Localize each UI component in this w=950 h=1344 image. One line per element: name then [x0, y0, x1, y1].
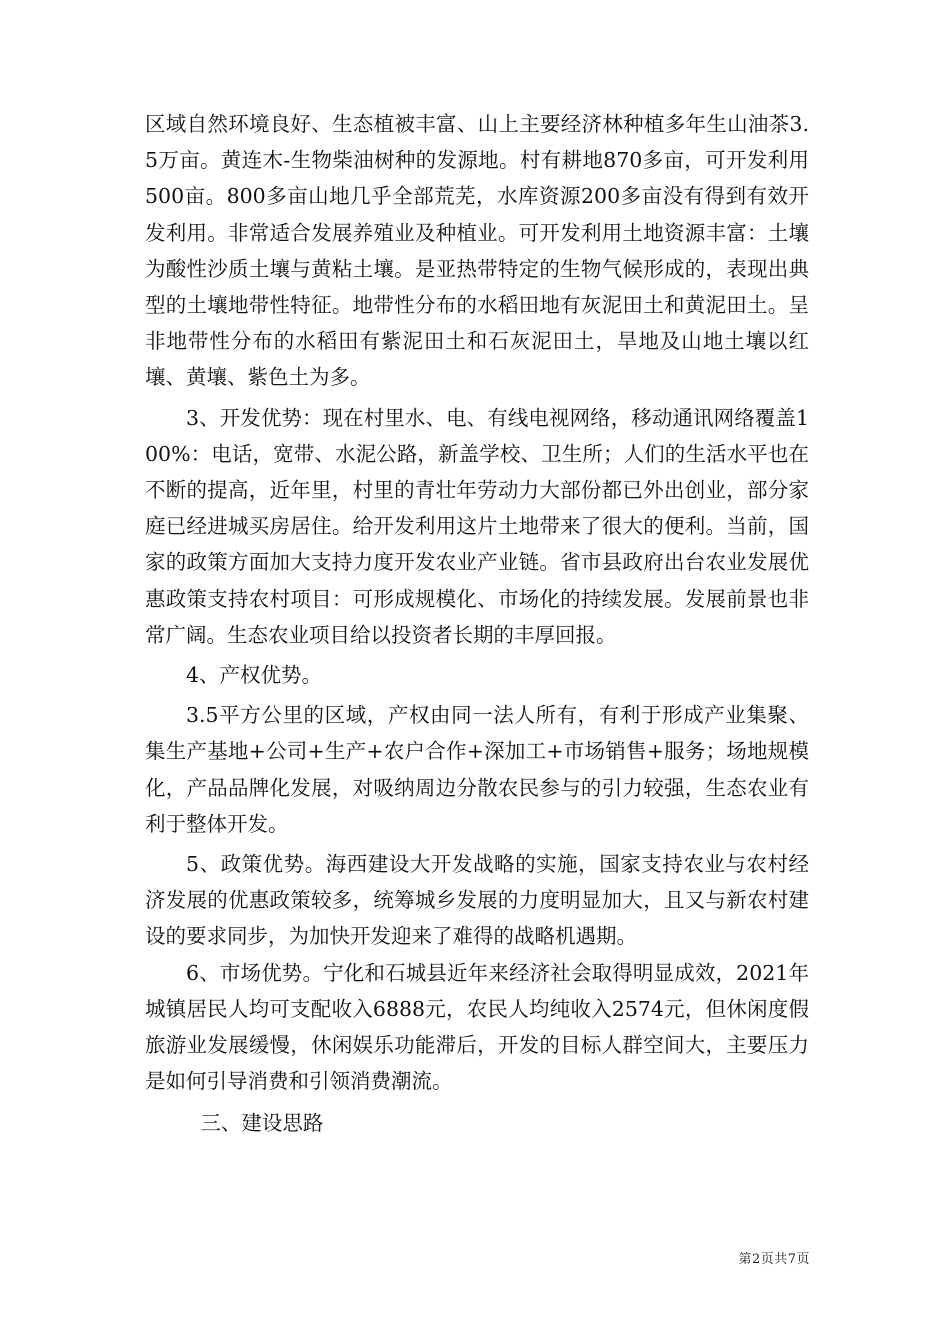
paragraph-market-advantage: 6、市场优势。宁化和石城县近年来经济社会取得明显成效，2021年城镇居民人均可支配收入6888元，农民人均纯收入2574元，但休闲度假旅游业发展缓慢，休闲娱乐功能滞后，开发的目标人群空间大，主要压力是如何引导消费和引领消费潮流。 — [145, 960, 809, 1094]
paragraph-development-advantage: 3、开发优势：现在村里水、电、有线电视网络，移动通讯网络覆盖100%：电话，宽带、水泥公路，新盖学校、卫生所；人们的生活水平也在不断的提高，近年里，村里的青壮年劳动力大部份都已外出创业，部分家庭已经进城买房居住。给开发利用这片土地带来了很大的便利。当前，国家的政策方面加大支持力度开发农业产业链。省市县政府出台农业发展优惠政策支持农村项目：可形成规模化、市场化的持续发展。发展前景也非常广阔。生态农业项目给以投资者长期的丰厚回报。 — [145, 405, 809, 647]
paragraph-property-heading: 4、产权优势。 — [186, 663, 323, 688]
page-number: 第2页共7页 — [738, 1252, 810, 1267]
paragraph-policy-advantage: 5、政策优势。海西建设大开发战略的实施，国家支持农业与农村经济发展的优惠政策较多，统筹城乡发展的力度明显加大，且又与新农村建设的要求同步，为加快开发迎来了难得的战略机遇期。 — [145, 852, 809, 949]
paragraph-property-advantage: 3.5平方公里的区域，产权由同一法人所有，有利于形成产业集聚、集生产基地+公司+生产+农户合作+深加工+市场销售+服务；场地规模化，产品品牌化发展，对吸纳周边分散农民参与的引力较强，生态农业有利于整体开发。 — [145, 703, 809, 836]
section-heading-construction-ideas: 三、建设思路 — [200, 1111, 324, 1136]
document-body — [145, 106, 809, 1142]
paragraph-land-resources: 区域自然环境良好、生态植被丰富、山上主要经济林种植多年生山油茶3.5万亩。黄连木-生物柴油树种的发源地。村有耕地870多亩，可开发利用500亩。800多亩山地几乎全部荒芜，水库资源200多亩没有得到有效开发利用。非常适合发展养殖业及种植业。可开发利用土地资源丰富：土壤为酸性沙质土壤与黄粘土壤。是亚热带特定的生物气候形成的，表现出典型的土壤地带性特征。地带性分布的水稻田地有灰泥田土和黄泥田土。呈非地带性分布的水稻田有紫泥田土和石灰泥田土，旱地及山地土壤以红壤、黄壤、紫色土为多。 — [145, 112, 809, 390]
